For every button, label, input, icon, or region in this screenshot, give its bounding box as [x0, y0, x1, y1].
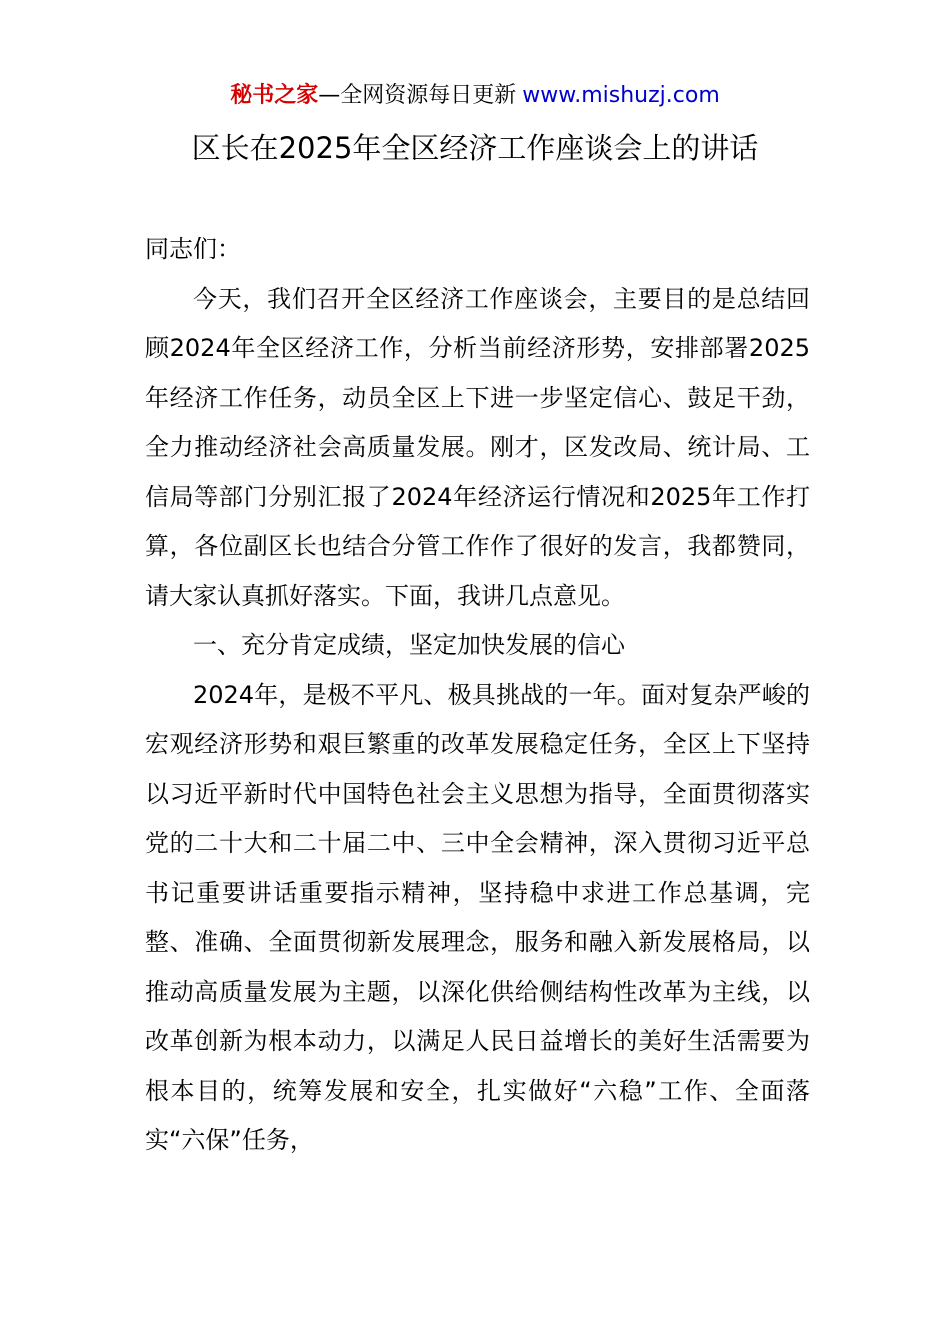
- salutation: 同志们：: [145, 235, 241, 263]
- document-title: 区长在2025年全区经济工作座谈会上的讲话: [191, 131, 759, 165]
- site-brand: 秘书之家: [230, 83, 319, 108]
- site-url-link[interactable]: www.mishuzj.com: [522, 83, 720, 108]
- paragraph-intro: 今天，我们召开全区经济工作座谈会，主要目的是总结回顾2024年全区经济工作，分析当前经济形势，安排部署2025年经济工作任务，动员全区上下进一步坚定信心、鼓足干劲，全力推动经济社会高质量发展。刚才，区发改局、统计局、工信局等部门分别汇报了2024年经济运行情况和2025年工作打算，各位副区长也结合分管工作作了很好的发言，我都赞同，请大家认真抓好落实。下面，我讲几点意见。: [145, 284, 810, 610]
- section-heading: 一、充分肯定成绩，坚定加快发展的信心: [193, 631, 625, 659]
- site-header: [0, 80, 950, 112]
- document-body: [145, 225, 810, 1166]
- site-tagline: —全网资源每日更新: [318, 83, 517, 108]
- paragraph-review: 2024年，是极不平凡、极具挑战的一年。面对复杂严峻的宏观经济形势和艰巨繁重的改革发展稳定任务，全区上下坚持以习近平新时代中国特色社会主义思想为指导，全面贯彻落实党的二十大和二十届二中、三中全会精神，深入贯彻习近平总书记重要讲话重要指示精神，坚持稳中求进工作总基调，完整、准确、全面贯彻新发展理念，服务和融入新发展格局，以推动高质量发展为主题，以深化供给侧结构性改革为主线，以改革创新为根本动力，以满足人民日益增长的美好生活需要为根本目的，统筹发展和安全，扎实做好“六稳”工作、全面落实“六保”任务，: [145, 680, 810, 1154]
